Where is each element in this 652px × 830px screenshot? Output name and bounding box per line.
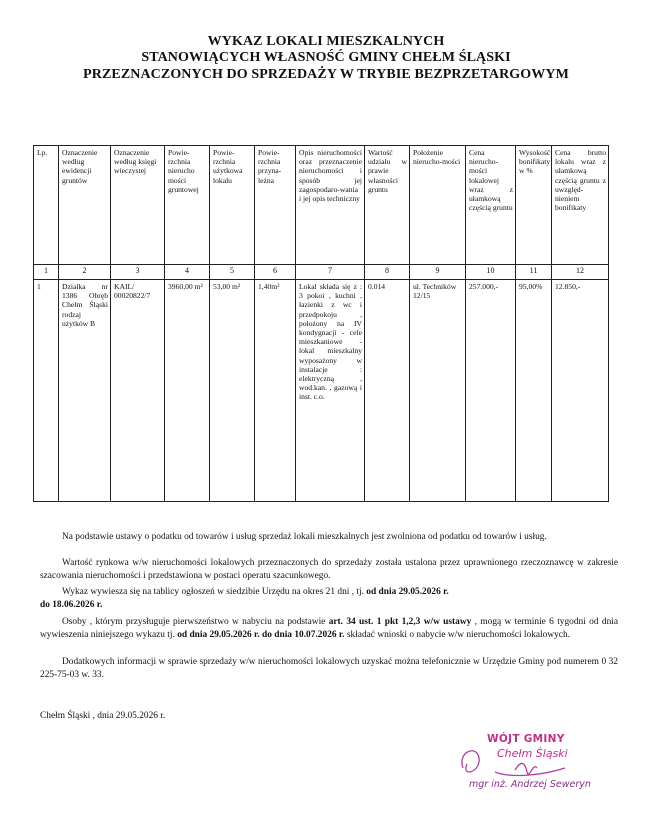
cell-ancillary-area: 1,40m²	[255, 280, 296, 502]
display-end-date: do 18.06.2026 r.	[40, 599, 103, 610]
place-and-date: Chełm Śląski , dnia 29.05.2026 r.	[40, 711, 166, 721]
property-table	[33, 145, 609, 502]
column-number: 8	[365, 265, 410, 280]
cell-price: 257.000,-	[466, 280, 516, 502]
display-start-date: od dnia 29.05.2026 r.	[366, 587, 449, 597]
column-number: 7	[296, 265, 365, 280]
document-title-line-3: PRZEZNACZONYCH DO SPRZEDAŻY W TRYBIE BEZPRZETARGOWYM	[83, 67, 569, 82]
header-cell: Wartość udziału w prawie własności gruntu	[365, 146, 410, 265]
legal-basis: art. 34 ust. 1 pkt 1,2,3 w/w ustawy	[328, 617, 472, 627]
cell-gross-price: 12.850,-	[552, 280, 609, 502]
cell-land-book: KAIL/ 00020822/7	[111, 280, 165, 502]
document-title-line-1: WYKAZ LOKALI MIESZKALNYCH	[207, 34, 445, 49]
header-cell: Cena nierucho-mości lokalowej wraz z ułamkową częścią gruntu	[466, 146, 516, 265]
cell-share-value: 0.014	[365, 280, 410, 502]
paragraph-tax: Na podstawie ustawy o podatku od towarów i usług sprzedaż lokali mieszkalnych jest zwolniona od podatku od towarów i usług.	[62, 532, 547, 542]
application-period: od dnia 29.05.2026 r. do dnia 10.07.2026 r.	[177, 629, 345, 640]
cell-land-area: 3960,00 m²	[165, 280, 210, 502]
table-row	[34, 280, 609, 502]
document-title-line-2: STANOWIĄCYCH WŁASNOŚĆ GMINY CHEŁM ŚLĄSKI	[141, 50, 511, 65]
column-number: 1	[34, 265, 59, 280]
column-number-row	[34, 265, 609, 280]
header-cell: Cena brutto lokalu wraz z ułamkową częścią gruntu z uwzględ-nieniem bonifikaty	[552, 146, 609, 265]
header-cell: Wysokość bonifikaty w %	[516, 146, 552, 265]
column-number: 11	[516, 265, 552, 280]
column-number: 3	[111, 265, 165, 280]
column-number: 9	[410, 265, 466, 280]
header-cell: Powie-rzchnia nierucho mości gruntowej	[165, 146, 210, 265]
cell-land-registry: Działka nr 1386 Obręb Chełm Śląski rodzaj użytków B	[59, 280, 111, 502]
stamp-office: Chełm Śląski	[497, 747, 568, 760]
cell-location: ul. Techników 12/15	[410, 280, 466, 502]
cell-discount: 95,00%	[516, 280, 552, 502]
paragraph-valuation: Wartość rynkowa w/w nieruchomości lokalowych przeznaczonych do sprzedaży została ustalona przez uprawnionego rzeczoznawcę w zakresie szacowania nieruchomości i przedstawiona w postaci operatu szacunkowego.	[40, 558, 618, 581]
table-header-row	[34, 146, 609, 265]
stamp-title: WÓJT GMINY	[487, 733, 565, 745]
paragraph-display: Wykaz wywiesza się na tablicy ogłoszeń w siedzibie Urzędu na okres 21 dni , tj. od dnia 29.05.2026 r. do 18.06.2026 r.	[40, 587, 449, 610]
header-cell: Oznaczenie według ewidencji gruntów	[59, 146, 111, 265]
header-cell: Opis nieruchomości oraz przeznaczenie nieruchomości i sposób jej zagospodaro-wania i jej opis techniczny	[296, 146, 365, 265]
column-number: 6	[255, 265, 296, 280]
paragraph-priority: Osoby , którym przysługuje pierwszeństwo w nabyciu na podstawie art. 34 ust. 1 pkt 1,2,3 w/w ustawy , mogą w terminie 6 tygodni od dnia wywieszenia niniejszego wykazu tj. od dnia 29.05.2026 r. do dnia 10.07.2026 r. składać wnioski o nabycie w/w nieruchomości lokalowych.	[40, 617, 619, 640]
column-number: 12	[552, 265, 609, 280]
column-number: 2	[59, 265, 111, 280]
column-number: 10	[466, 265, 516, 280]
cell-usable-area: 53,00 m²	[210, 280, 255, 502]
cell-lp: 1	[34, 280, 59, 502]
header-cell: Powie-rzchnia przyna-leżna	[255, 146, 296, 265]
column-number: 4	[165, 265, 210, 280]
header-cell: Lp.	[34, 146, 59, 265]
header-cell: Położenie nierucho-mości	[410, 146, 466, 265]
header-cell: Oznaczenie według księgi wieczystej	[111, 146, 165, 265]
stamp-signatory: mgr inż. Andrzej Seweryn	[469, 779, 591, 790]
cell-description: Lokal składa się z : 3 pokoi , kuchni , łazienki z wc i przedpokoju , położony na IV kondygnacji - cele mieszkaniowe - lokal mieszkalny wyposażony w instalacje : elektryczną , wod.kan. , gazową i inst. c.o.	[296, 280, 365, 502]
column-number: 5	[210, 265, 255, 280]
paragraph-contact: Dodatkowych informacji w sprawie sprzedaży w/w nieruchomości lokalowych uzyskać można telefonicznie w Urzędzie Gminy pod numerem 0 32 225-75-03 w. 33.	[40, 657, 618, 680]
header-cell: Powie-rzchnia użytkowa lokalu	[210, 146, 255, 265]
